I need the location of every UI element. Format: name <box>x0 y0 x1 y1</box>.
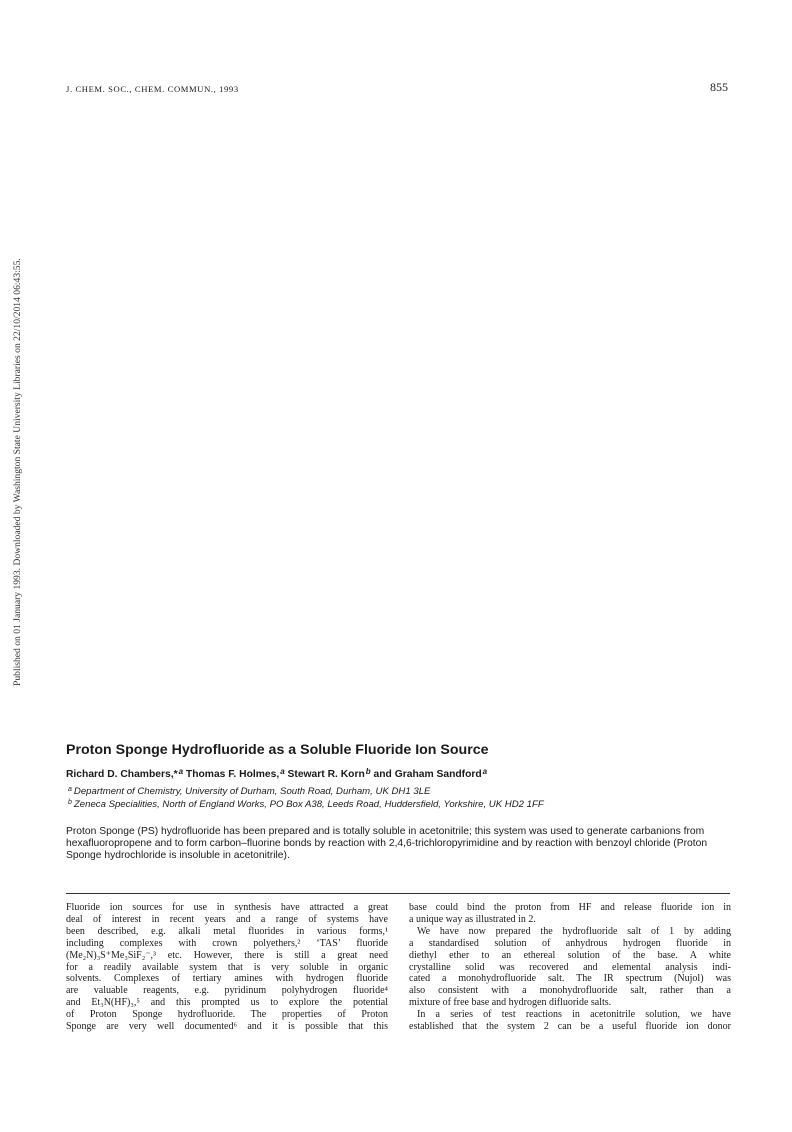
page-number: 855 <box>710 80 728 94</box>
text-line: Fluoride ion sources for use in synthesis have attracted a great <box>66 902 388 913</box>
text-line: of Proton Sponge hydrofluoride. The properties of Proton <box>66 1009 388 1021</box>
journal-header: J. CHEM. SOC., CHEM. COMMUN., 1993 <box>66 84 239 94</box>
download-watermark: Published on 01 January 1993. Downloaded by Washington State University Libraries on 22/10/2014 06:43:55. <box>12 258 23 686</box>
text-line: crystalline solid was recovered and elemental analysis indi- <box>409 961 731 973</box>
text-line: including complexes with crown polyethers,² ‘TAS’ fluoride <box>66 937 388 949</box>
text-line: a standardised solution of anhydrous hydrogen fluoride in <box>409 937 731 949</box>
text-line: solvents. Complexes of tertiary amines with hydrogen fluoride <box>66 973 388 985</box>
abstract: Proton Sponge (PS) hydrofluoride has been prepared and is totally soluble in acetonitrile; this system was used to generate carbanions from hexafluoropropene and to form carbon–fluorine bonds by reaction with 2,4,6-trichloropyrimidine and by reaction with benzoyl chloride (Proton Sponge hydrochloride is insoluble in acetonitrile). <box>66 826 708 862</box>
affiliation-mark: b <box>68 799 72 806</box>
affiliation-text: Department of Chemistry, University of Durham, South Road, Durham, UK DH1 3LE <box>73 786 431 797</box>
text-line: and Et₃N(HF)₃,⁵ and this prompted us to explore the potential <box>66 997 388 1009</box>
affiliation-mark: a <box>68 786 72 793</box>
text-line: diethyl ether to an ethereal solution of the base. A white <box>409 949 731 961</box>
body-column-left <box>66 902 388 1033</box>
text-line: mixture of free base and hydrogen difluoride salts. <box>409 997 612 1009</box>
text-line: base could bind the proton from HF and release fluoride ion in <box>409 902 731 913</box>
text-line: deal of interest in recent years and a range of systems have <box>66 913 388 925</box>
body-column-right <box>409 902 731 1033</box>
text-line: also consistent with a monohydrofluoride salt, rather than a <box>409 985 731 997</box>
text-line: for a readily available system that is very soluble in organic <box>66 961 388 973</box>
text-line: are valuable reagents, e.g. pyridinum polyhydrogen fluoride⁴ <box>66 985 388 997</box>
affiliation-text: Zeneca Specialities, North of England Works, PO Box A38, Leeds Road, Huddersfield, Yorkshire, UK HD2 1FF <box>73 799 544 810</box>
section-divider <box>66 893 730 894</box>
affiliation-mark: a <box>280 767 285 776</box>
affiliation-mark: b <box>365 767 371 776</box>
text-line: Sponge are very well documented⁶ and it is possible that this <box>66 1021 388 1033</box>
text-line: cated a monohydrofluoride salt. The IR spectrum (Nujol) was <box>409 973 731 985</box>
author-list <box>66 767 487 780</box>
author-name: Richard D. Chambers,* <box>66 769 178 780</box>
affiliation-mark: a <box>482 767 488 776</box>
text-line: In a series of test reactions in acetonitrile solution, we have <box>417 1009 731 1021</box>
text-line: We have now prepared the hydrofluoride salt of 1 by adding <box>417 925 731 937</box>
affiliation-a <box>68 786 430 797</box>
author-name: and Graham Sandford <box>373 769 482 780</box>
text-line: established that the system 2 can be a useful fluoride ion donor <box>409 1021 731 1033</box>
article-title: Proton Sponge Hydrofluoride as a Soluble Fluoride Ion Source <box>66 742 489 758</box>
text-line: a unique way as illustrated in 2. <box>409 913 536 925</box>
text-line: (Me₂N)₃S⁺Me₃SiF₂⁻,³ etc. However, there is still a great need <box>66 949 388 961</box>
author-name: Stewart R. Korn <box>287 769 365 780</box>
affiliation-mark: a <box>178 767 184 776</box>
text-line: been described, e.g. alkali metal fluorides in various forms,¹ <box>66 925 388 937</box>
author-name: Thomas F. Holmes, <box>185 769 280 780</box>
affiliation-b <box>68 799 544 810</box>
